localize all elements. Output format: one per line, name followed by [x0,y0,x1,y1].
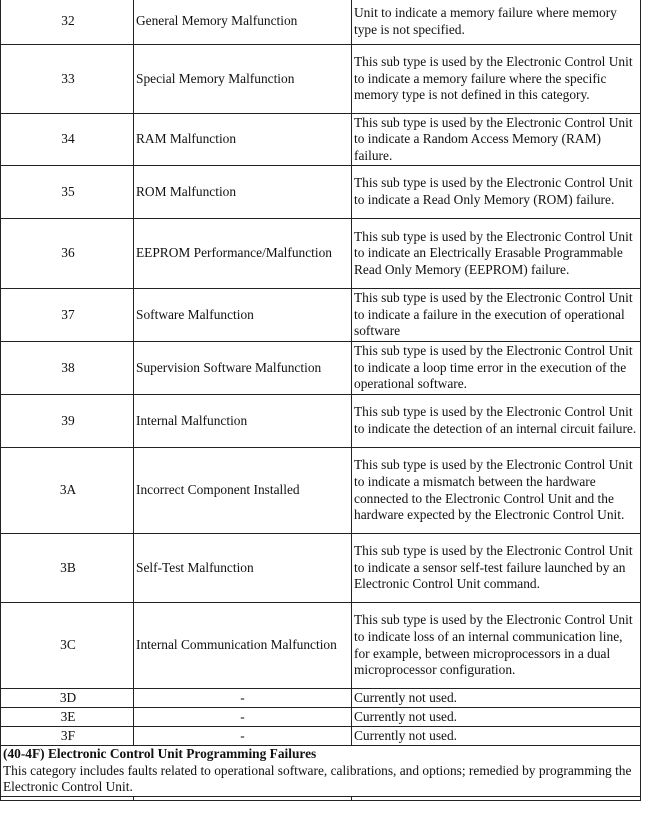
table-row [1,395,641,448]
row-code: 36 [1,219,134,289]
row-description: Currently not used. [352,708,641,727]
row-code: 3F [1,727,134,746]
row-name: EEPROM Performance/Malfunction [134,219,352,289]
row-description: This sub type is used by the Electronic Control Unit to indicate a memory failure where the specific memory type is not defined in this category. [352,45,641,114]
row-name: ROM Malfunction [134,166,352,219]
section-row [1,746,641,797]
table-row [1,114,641,166]
row-name: Internal Communication Malfunction [134,603,352,689]
row-description: This sub type is used by the Electronic Control Unit to indicate a sensor self-test failure launched by an Electronic Control Unit command. [352,534,641,603]
section-title: (40-4F) Electronic Control Unit Programming Failures [3,746,317,761]
row-name: RAM Malfunction [134,114,352,166]
row-code: 3C [1,603,134,689]
stub-cell [134,796,352,800]
table-row [1,45,641,114]
row-description: This sub type is used by the Electronic Control Unit to indicate a loop time error in the execution of the operational software. [352,342,641,395]
row-description: This sub type is used by the Electronic Control Unit to indicate a Read Only Memory (ROM) failure. [352,166,641,219]
table-row [1,289,641,342]
row-name: - [134,689,352,708]
row-name: Self-Test Malfunction [134,534,352,603]
table-row [1,342,641,395]
section-description: This category includes faults related to operational software, calibrations, and options; remedied by programming the Electronic Control Unit. [3,762,632,795]
row-description: Currently not used. [352,727,641,746]
table-row [1,448,641,534]
row-code: 3D [1,689,134,708]
row-name: Software Malfunction [134,289,352,342]
row-name: - [134,708,352,727]
row-description: This sub type is used by the Electronic Control Unit to indicate an Electrically Erasable Programmable Read Only Memory (EEPROM) failure. [352,219,641,289]
row-name: Supervision Software Malfunction [134,342,352,395]
row-code: 3B [1,534,134,603]
row-name: - [134,727,352,746]
row-code: 3E [1,708,134,727]
row-code: 33 [1,45,134,114]
row-code: 3A [1,448,134,534]
section-cell [1,746,641,797]
row-description: This sub type is used by the Electronic Control Unit to indicate the detection of an internal circuit failure. [352,395,641,448]
row-code: 38 [1,342,134,395]
stub-cell [1,796,134,800]
table-row [1,219,641,289]
table-row [1,0,641,45]
row-description: This sub type is used by the Electronic Control Unit to indicate a Random Access Memory (RAM) failure. [352,114,641,166]
row-name: Internal Malfunction [134,395,352,448]
table-row [1,689,641,708]
row-name: Incorrect Component Installed [134,448,352,534]
row-description: This sub type is used by the Electronic Control Unit to indicate loss of an internal communication line, for example, between microprocessors in a dual microprocessor configuration. [352,603,641,689]
row-description: This sub type is used by the Electronic Control Unit to indicate a mismatch between the hardware connected to the Electronic Control Unit and the hardware expected by the Electronic Control Unit. [352,448,641,534]
row-name: General Memory Malfunction [134,0,352,45]
table-row [1,708,641,727]
row-code: 34 [1,114,134,166]
table-row [1,534,641,603]
table-row [1,166,641,219]
table-row-stub [1,796,641,800]
row-code: 32 [1,0,134,45]
row-name: Special Memory Malfunction [134,45,352,114]
row-description: Currently not used. [352,689,641,708]
row-description: This sub type is used by the Electronic Control Unit to indicate a failure in the execution of operational software [352,289,641,342]
row-code: 37 [1,289,134,342]
row-code: 35 [1,166,134,219]
row-code: 39 [1,395,134,448]
table-row [1,603,641,689]
stub-cell [352,796,641,800]
row-description: Unit to indicate a memory failure where memory type is not specified. [352,0,641,45]
table-row [1,727,641,746]
